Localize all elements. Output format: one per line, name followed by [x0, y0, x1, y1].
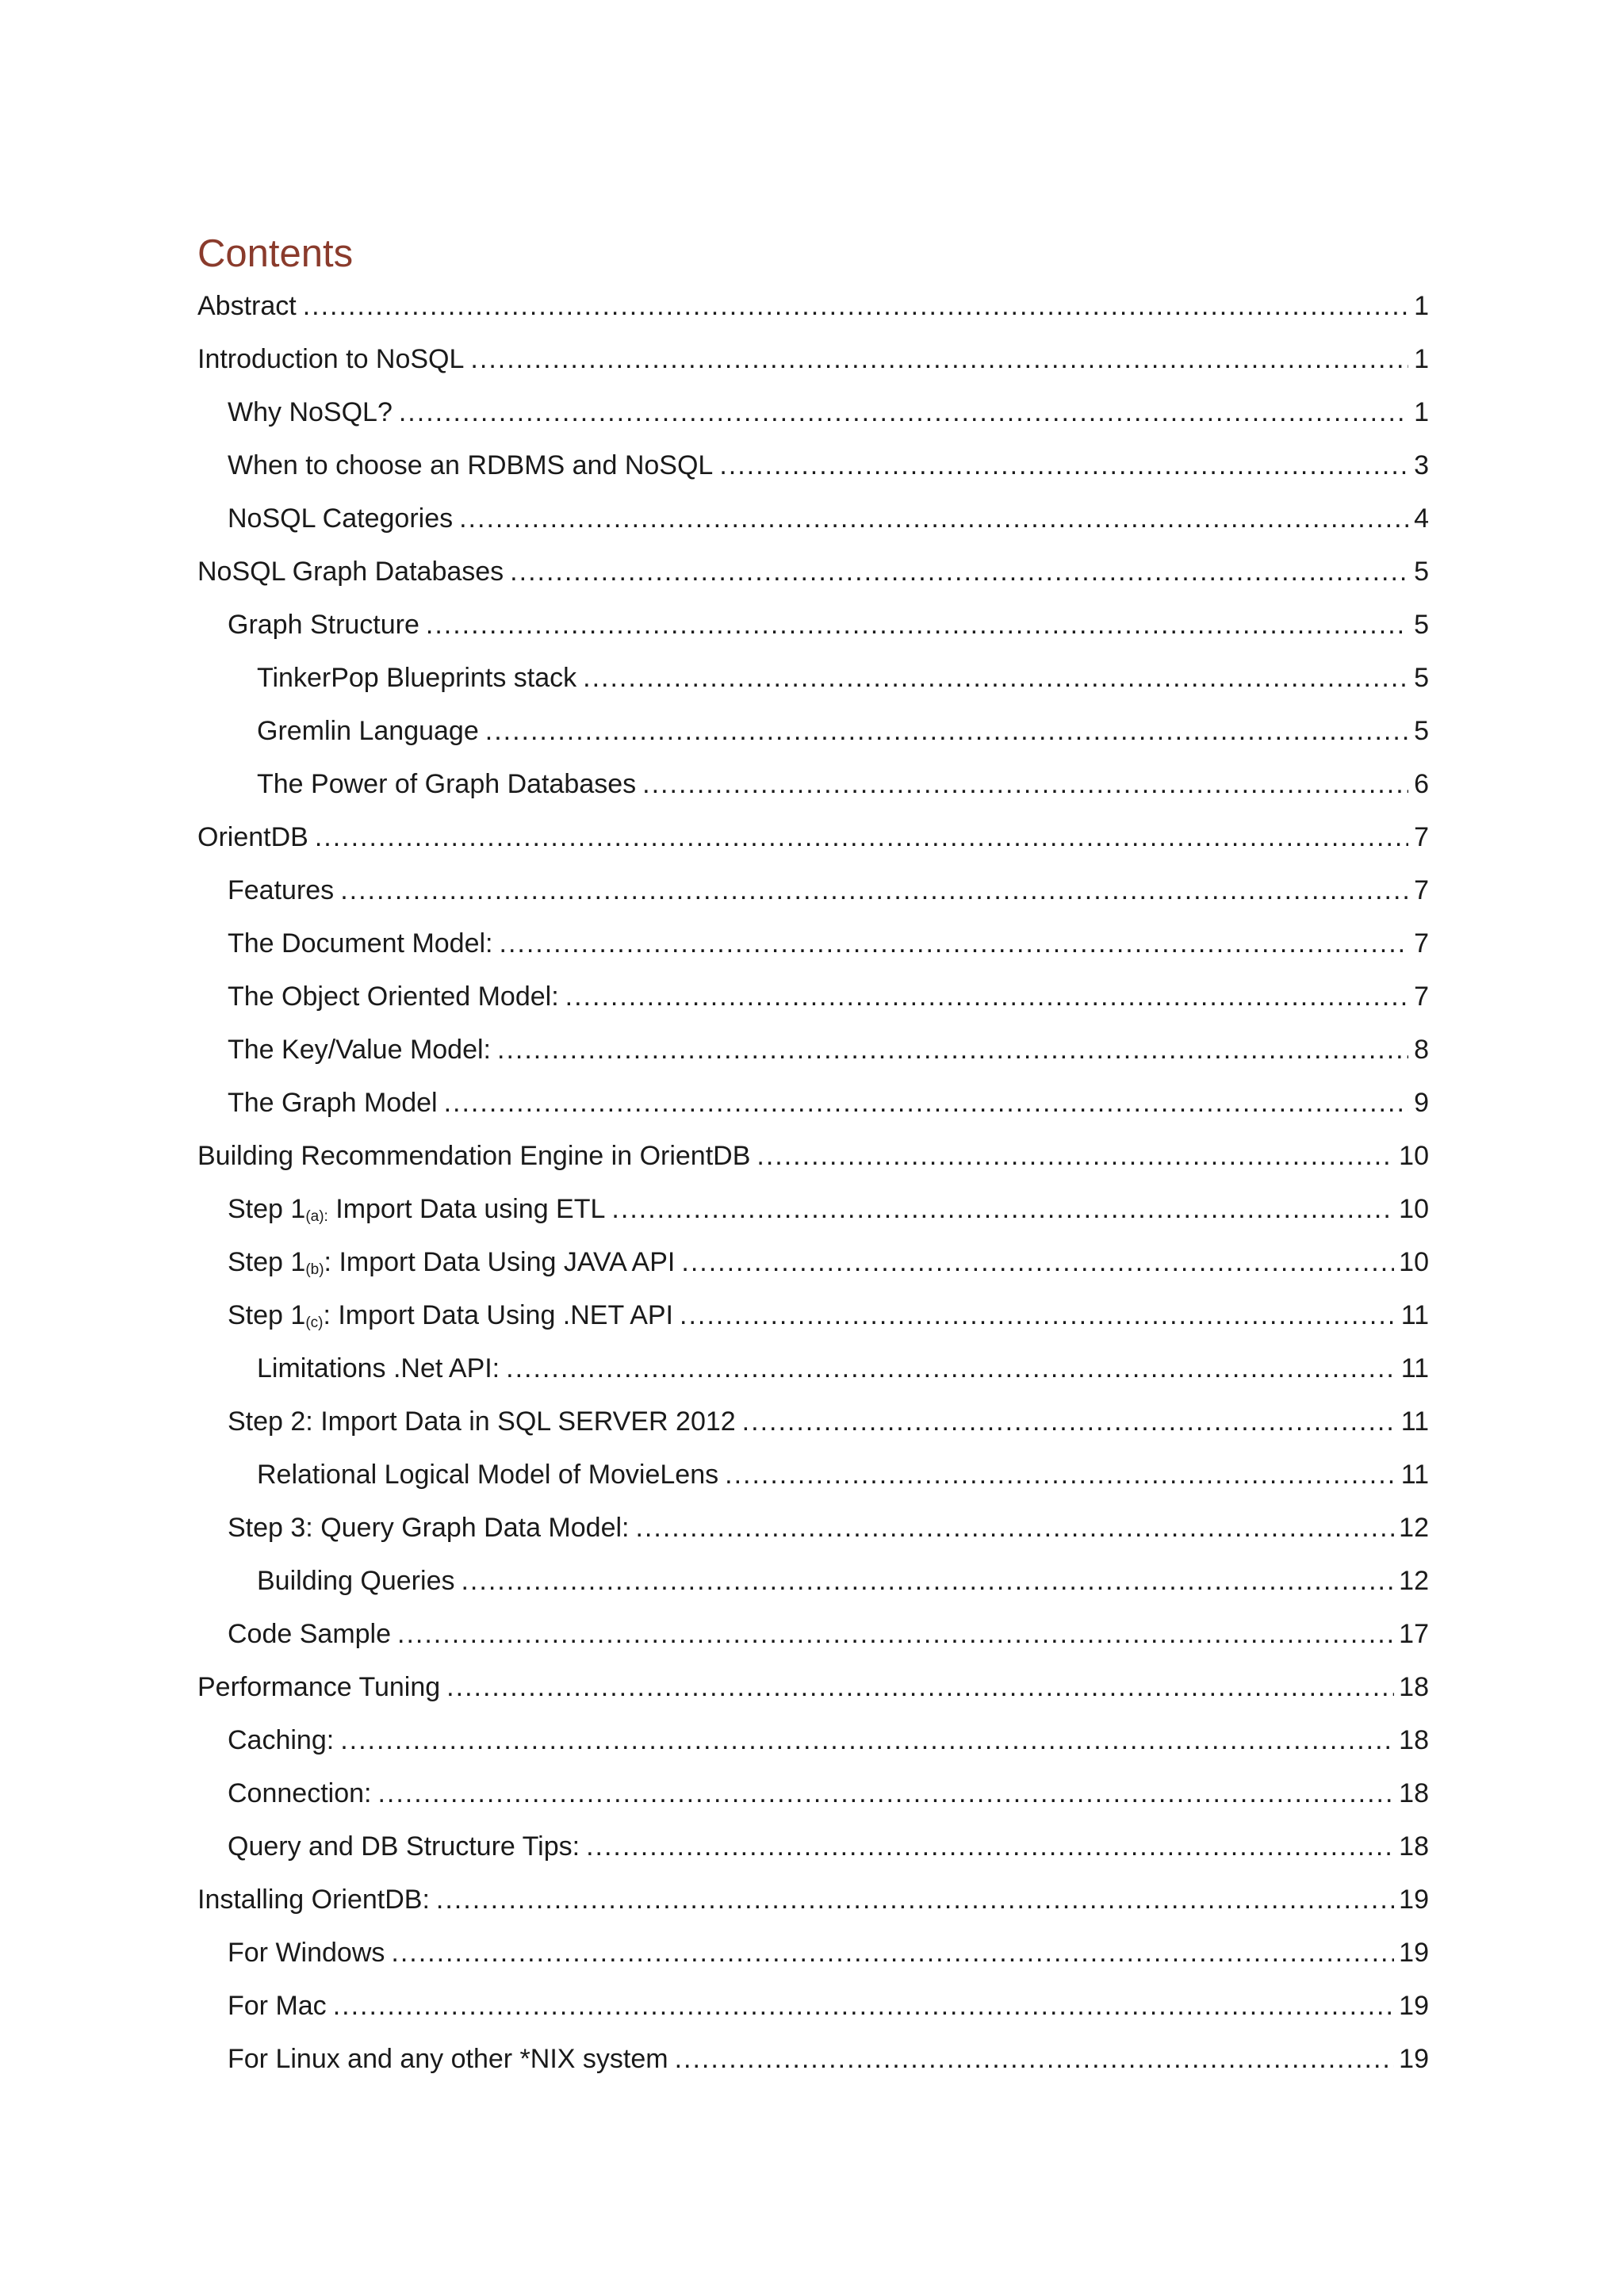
toc-entry-subscript: (c)	[305, 1314, 324, 1331]
toc-entry-title: Features	[228, 875, 335, 905]
toc-entry[interactable]	[197, 1399, 1429, 1452]
toc-dot-leader	[485, 709, 1408, 753]
toc-dot-leader	[436, 1877, 1394, 1922]
toc-entry-title: Building Queries	[257, 1566, 455, 1596]
toc-entry-title: Connection:	[228, 1778, 372, 1808]
toc-entry-label	[257, 1559, 456, 1603]
toc-dot-leader	[565, 974, 1408, 1019]
toc-page-number: 18	[1399, 1725, 1429, 1755]
toc-dot-leader	[742, 1399, 1396, 1444]
toc-entry[interactable]	[197, 709, 1429, 762]
toc-entry-label	[197, 284, 298, 328]
toc-entry-label	[228, 921, 495, 966]
toc-entry[interactable]	[197, 1506, 1429, 1559]
toc-page-number: 7	[1414, 928, 1429, 959]
toc-dot-leader	[756, 1134, 1394, 1178]
toc-entry-title: When to choose an RDBMS and NoSQL	[228, 450, 714, 480]
toc-entry-title: The Power of Graph Databases	[257, 769, 637, 799]
toc-dot-leader	[444, 1081, 1408, 1125]
toc-entry-label	[228, 603, 421, 647]
toc-page-number: 17	[1399, 1619, 1429, 1649]
toc-dot-leader	[680, 1293, 1396, 1337]
toc-entry[interactable]	[197, 868, 1429, 921]
toc-entry-title: Abstract	[197, 291, 297, 321]
toc-page-number: 11	[1400, 1300, 1429, 1330]
toc-dot-leader	[510, 549, 1408, 594]
toc-entry[interactable]	[197, 1240, 1429, 1293]
toc-entry-label	[228, 1718, 335, 1762]
toc-entry[interactable]	[197, 1612, 1429, 1665]
toc-entry[interactable]	[197, 390, 1429, 443]
toc-entry-label	[228, 1506, 630, 1550]
toc-list	[197, 284, 1429, 2090]
toc-entry-label	[197, 1665, 442, 1709]
toc-entry-label	[228, 1984, 328, 2028]
toc-page-number: 10	[1399, 1247, 1429, 1277]
toc-page-number: 11	[1400, 1460, 1429, 1490]
toc-entry-subscript: (a):	[305, 1208, 328, 1225]
toc-entry[interactable]	[197, 1771, 1429, 1824]
toc-page-number: 7	[1414, 982, 1429, 1012]
toc-entry-title: Limitations .Net API:	[257, 1353, 500, 1383]
toc-dot-leader	[583, 656, 1408, 700]
toc-heading: Contents	[197, 232, 354, 275]
toc-entry[interactable]	[197, 656, 1429, 709]
toc-entry-title: Relational Logical Model of MovieLens	[257, 1460, 719, 1490]
toc-entry-label	[197, 1877, 431, 1922]
toc-entry-title: For Windows	[228, 1938, 385, 1968]
toc-entry-title: For Mac	[228, 1991, 327, 2021]
toc-dot-leader	[470, 337, 1408, 381]
toc-entry-title: The Object Oriented Model:	[228, 982, 559, 1012]
toc-entry-title: For Linux and any other *NIX system	[228, 2044, 668, 2074]
toc-entry-title: Caching:	[228, 1725, 335, 1755]
toc-entry-label	[257, 1346, 501, 1391]
toc-page-number: 4	[1414, 503, 1429, 534]
toc-entry-title-suffix: : Import Data Using JAVA API	[324, 1247, 676, 1277]
toc-dot-leader	[719, 443, 1408, 488]
toc-dot-leader	[315, 815, 1408, 859]
toc-entry-label	[228, 1612, 393, 1656]
toc-entry-label	[228, 1931, 386, 1975]
toc-entry[interactable]	[197, 1984, 1429, 2037]
toc-page-number: 1	[1414, 397, 1429, 427]
toc-entry[interactable]	[197, 974, 1429, 1027]
toc-entry-label	[228, 2037, 670, 2081]
toc-entry-label	[228, 390, 394, 434]
toc-dot-leader	[500, 921, 1409, 966]
toc-page-number: 5	[1414, 610, 1429, 640]
toc-page-number: 5	[1414, 557, 1429, 587]
toc-entry-title: Step 1	[228, 1247, 306, 1277]
toc-entry-title: NoSQL Categories	[228, 503, 454, 534]
toc-entry[interactable]	[197, 1877, 1429, 1931]
toc-entry-label	[228, 1399, 737, 1444]
toc-entry-title: Step 1	[228, 1300, 306, 1330]
toc-entry-label	[228, 1081, 439, 1125]
toc-entry-label	[197, 549, 505, 594]
toc-entry-title: Performance Tuning	[197, 1672, 441, 1702]
toc-dot-leader	[397, 1612, 1394, 1656]
toc-page-number: 19	[1399, 1991, 1429, 2021]
toc-page-number: 9	[1414, 1088, 1429, 1118]
toc-page-number: 11	[1400, 1406, 1429, 1437]
toc-dot-leader	[303, 284, 1408, 328]
toc-dot-leader	[725, 1452, 1396, 1497]
toc-entry[interactable]	[197, 1027, 1429, 1081]
toc-page-number: 19	[1399, 2044, 1429, 2074]
toc-entry-label	[228, 1293, 675, 1337]
toc-entry[interactable]	[197, 1452, 1429, 1506]
toc-entry-title: The Key/Value Model:	[228, 1035, 491, 1065]
toc-entry[interactable]	[197, 815, 1429, 868]
toc-dot-leader	[340, 868, 1408, 913]
toc-entry-label	[228, 868, 335, 913]
toc-entry-label	[257, 709, 481, 753]
toc-entry-title: Building Recommendation Engine in OrientDB	[197, 1141, 751, 1171]
toc-entry[interactable]	[197, 1346, 1429, 1399]
toc-entry-title: Why NoSQL?	[228, 397, 393, 427]
toc-entry[interactable]	[197, 1931, 1429, 1984]
toc-dot-leader	[461, 1559, 1394, 1603]
toc-entry-label	[228, 1240, 676, 1284]
toc-page-number: 10	[1399, 1194, 1429, 1224]
toc-page-number: 7	[1414, 875, 1429, 905]
toc-entry-label	[228, 1187, 607, 1231]
toc-entry-label	[257, 762, 638, 806]
toc-entry-title: NoSQL Graph Databases	[197, 557, 504, 587]
toc-dot-leader	[642, 762, 1408, 806]
toc-entry-title: The Graph Model	[228, 1088, 438, 1118]
toc-dot-leader	[611, 1187, 1394, 1231]
toc-entry-label	[228, 443, 714, 488]
toc-page-number: 12	[1399, 1566, 1429, 1596]
toc-entry-title: The Document Model:	[228, 928, 493, 959]
toc-page-number: 11	[1400, 1353, 1429, 1383]
toc-entry[interactable]	[197, 1293, 1429, 1346]
toc-entry-label	[197, 1134, 752, 1178]
toc-entry-title: Graph Structure	[228, 610, 419, 640]
toc-page-number: 19	[1399, 1938, 1429, 1968]
toc-page-number: 18	[1399, 1778, 1429, 1808]
toc-dot-leader	[459, 496, 1408, 541]
toc-dot-leader	[377, 1771, 1394, 1816]
toc-entry[interactable]	[197, 496, 1429, 549]
toc-entry[interactable]	[197, 443, 1429, 496]
toc-entry-title: Step 1	[228, 1194, 306, 1224]
toc-entry-title: Query and DB Structure Tips:	[228, 1831, 580, 1862]
toc-entry[interactable]	[197, 762, 1429, 815]
toc-entry-label	[228, 1771, 373, 1816]
toc-page-number: 10	[1399, 1141, 1429, 1171]
toc-entry-title: Introduction to NoSQL	[197, 344, 465, 374]
toc-entry-label	[257, 1452, 720, 1497]
toc-dot-leader	[506, 1346, 1396, 1391]
toc-page-number: 18	[1399, 1831, 1429, 1862]
toc-entry-label	[228, 496, 454, 541]
toc-entry[interactable]	[197, 1824, 1429, 1877]
toc-entry[interactable]	[197, 1665, 1429, 1718]
toc-dot-leader	[333, 1984, 1394, 2028]
toc-entry[interactable]	[197, 921, 1429, 974]
toc-entry-subscript: (b)	[305, 1261, 324, 1278]
toc-page-number: 1	[1414, 291, 1429, 321]
toc-dot-leader	[446, 1665, 1394, 1709]
toc-dot-leader	[426, 603, 1408, 647]
toc-entry[interactable]	[197, 1081, 1429, 1134]
toc-entry-title: Gremlin Language	[257, 716, 479, 746]
toc-dot-leader	[675, 2037, 1395, 2081]
toc-dot-leader	[635, 1506, 1394, 1550]
toc-entry[interactable]	[197, 1559, 1429, 1612]
toc-entry[interactable]	[197, 284, 1429, 337]
toc-dot-leader	[391, 1931, 1394, 1975]
toc-dot-leader	[340, 1718, 1394, 1762]
toc-entry-title: Installing OrientDB:	[197, 1885, 430, 1915]
toc-entry[interactable]	[197, 337, 1429, 390]
toc-entry[interactable]	[197, 1134, 1429, 1187]
toc-entry[interactable]	[197, 1718, 1429, 1771]
toc-entry-label	[228, 1027, 492, 1072]
toc-entry-label	[257, 656, 578, 700]
toc-dot-leader	[586, 1824, 1394, 1869]
toc-entry-title: TinkerPop Blueprints stack	[257, 663, 577, 693]
toc-page-number: 18	[1399, 1672, 1429, 1702]
toc-entry-title: OrientDB	[197, 822, 308, 852]
toc-entry-label	[228, 974, 561, 1019]
toc-page-number: 12	[1399, 1513, 1429, 1543]
toc-entry-title: Step 2: Import Data in SQL SERVER 2012	[228, 1406, 736, 1437]
toc-page-number: 6	[1414, 769, 1429, 799]
toc-page-number: 7	[1414, 822, 1429, 852]
toc-entry-title: Code Sample	[228, 1619, 392, 1649]
toc-entry-label	[197, 337, 465, 381]
toc-entry[interactable]	[197, 603, 1429, 656]
toc-page-number: 5	[1414, 663, 1429, 693]
toc-dot-leader	[399, 390, 1408, 434]
toc-entry[interactable]	[197, 1187, 1429, 1240]
toc-entry[interactable]	[197, 549, 1429, 603]
toc-entry-title-suffix: Import Data using ETL	[327, 1194, 606, 1224]
toc-dot-leader	[681, 1240, 1394, 1284]
toc-page-number: 3	[1414, 450, 1429, 480]
toc-dot-leader	[497, 1027, 1408, 1072]
toc-entry-label	[228, 1824, 581, 1869]
toc-page-number: 8	[1414, 1035, 1429, 1065]
toc-entry-title-suffix: : Import Data Using .NET API	[323, 1300, 674, 1330]
toc-page-number: 5	[1414, 716, 1429, 746]
toc-entry[interactable]	[197, 2037, 1429, 2090]
toc-entry-label	[197, 815, 310, 859]
toc-page-number: 1	[1414, 344, 1429, 374]
toc-page-number: 19	[1399, 1885, 1429, 1915]
toc-entry-title: Step 3: Query Graph Data Model:	[228, 1513, 630, 1543]
